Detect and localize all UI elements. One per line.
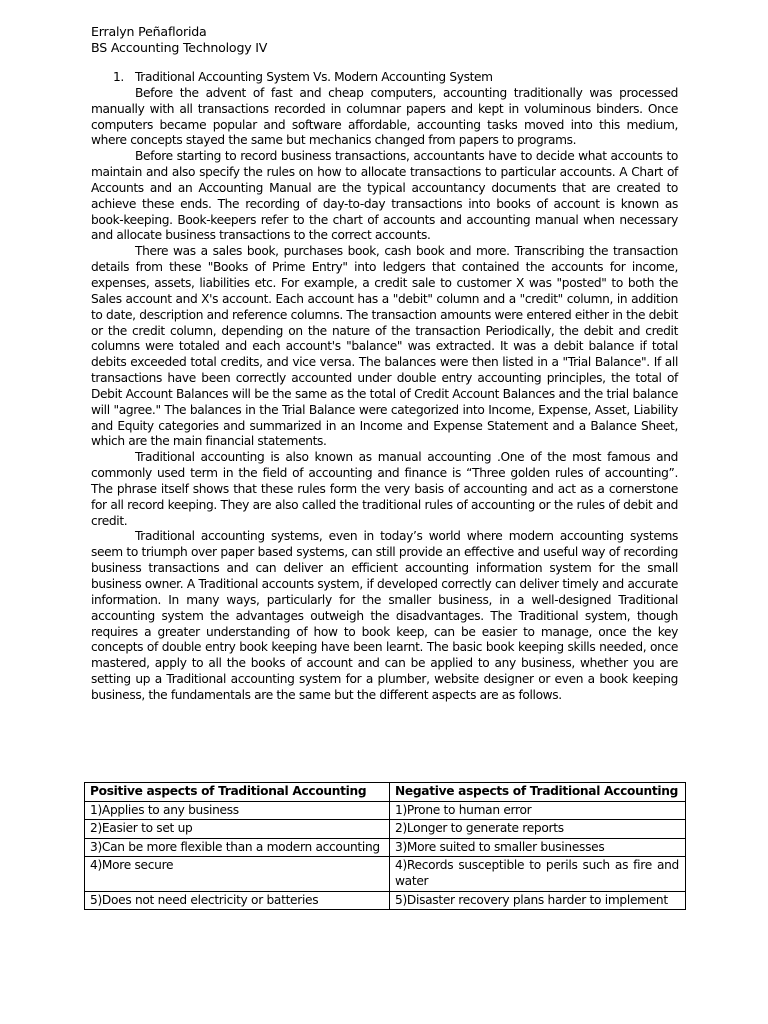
table-row <box>85 801 686 820</box>
negative-aspect-cell: 5)Disaster recovery plans harder to implement <box>390 891 686 910</box>
negative-aspect-cell: 3)More suited to smaller businesses <box>390 838 686 857</box>
table-row <box>85 891 686 910</box>
table-row <box>85 820 686 839</box>
section-title: Traditional Accounting System Vs. Modern Accounting System <box>135 70 493 84</box>
positive-aspects-header: Positive aspects of Traditional Accounting <box>85 783 390 802</box>
aspects-table <box>84 782 686 910</box>
document-page <box>91 24 678 704</box>
course-name: BS Accounting Technology IV <box>91 40 268 55</box>
table-header-row <box>85 783 686 802</box>
negative-aspects-header: Negative aspects of Traditional Accounting <box>390 783 686 802</box>
positive-aspect-cell: 2)Easier to set up <box>85 820 390 839</box>
table-row <box>85 838 686 857</box>
table-row <box>85 857 686 891</box>
section-number: 1. <box>113 70 124 84</box>
negative-aspect-cell: 1)Prone to human error <box>390 801 686 820</box>
paragraph: Before starting to record business transactions, accountants have to decide what accounts to maintain and also specify the rules on how to allocate transactions to particular accounts. A Chart of Accounts and an Accounting Manual are the typical accountancy documents that are created to achieve these ends. The recording of day-to-day transactions into books of account is known as book-keeping. Book-keepers refer to the chart of accounts and accounting manual when necessary and allocate business transactions to the correct accounts. <box>91 149 678 243</box>
positive-aspect-cell: 5)Does not need electricity or batteries <box>85 891 390 910</box>
negative-aspect-cell: 4)Records susceptible to perils such as fire and water <box>390 857 686 891</box>
positive-aspect-cell: 1)Applies to any business <box>85 801 390 820</box>
section-heading <box>113 70 678 86</box>
paragraph: There was a sales book, purchases book, cash book and more. Transcribing the transaction details from these "Books of Prime Entry" into ledgers that contained the accounts for income, expenses, assets, liabilities etc. For example, a credit sale to customer X was "posted" to both the Sales account and X's account. Each account has a "debit" column and a "credit" column, in addition to date, description and reference columns. The transaction amounts were entered either in the debit or the credit column, depending on the nature of the transaction Periodically, the debit and credit columns were totaled and each account's "balance" was extracted. It was a debit balance if total debits exceeded total credits, and vice versa. The balances were then listed in a "Trial Balance". If all transactions have been correctly accounted under double entry accounting principles, the total of Debit Account Balances will be the same as the total of Credit Account Balances and the trial balance will "agree." The balances in the Trial Balance were categorized into Income, Expense, Asset, Liability and Equity categories and summarized in an Income and Expense Statement and a Balance Sheet, which are the main financial statements. <box>91 244 679 449</box>
negative-aspect-cell: 2)Longer to generate reports <box>390 820 686 839</box>
paragraph: Before the advent of fast and cheap computers, accounting traditionally was processed manually with all transactions recorded in columnar papers and kept in voluminous binders. Once computers became popular and software affordable, accounting tasks moved into this medium, where concepts stayed the same but mechanics changed from papers to programs. <box>91 85 678 148</box>
positive-aspect-cell: 3)Can be more flexible than a modern accounting <box>85 838 390 857</box>
paragraph: Traditional accounting systems, even in today’s world where modern accounting systems seem to triumph over paper based systems, can still provide an effective and useful way of recording business transactions and can deliver an efficient accounting information system for the small business owner. A Traditional accounts system, if developed correctly can deliver timely and accurate information. In many ways, particularly for the smaller business, in a well-designed Traditional accounting system the advantages outweigh the disadvantages. The Traditional system, though requires a greater understanding of how to book keep, can be easier to manage, once the key concepts of double entry book keeping have been learnt. The basic book keeping skills needed, once mastered, apply to all the books of account and can be applied to any business, whether you are setting up a Traditional accounting system for a plumber, website designer or even a book keeping business, the fundamentals are the same but the different aspects are as follows. <box>91 529 678 702</box>
paragraph: Traditional accounting is also known as manual accounting .One of the most famous and commonly used term in the field of accounting and finance is “Three golden rules of accounting”. The phrase itself shows that these rules form the very basis of accounting and act as a cornerstone for all record keeping. They are also called the traditional rules of accounting or the rules of debit and credit. <box>91 450 678 528</box>
positive-aspect-cell: 4)More secure <box>85 857 390 891</box>
author-name: Erralyn Peñaflorida <box>91 24 207 39</box>
